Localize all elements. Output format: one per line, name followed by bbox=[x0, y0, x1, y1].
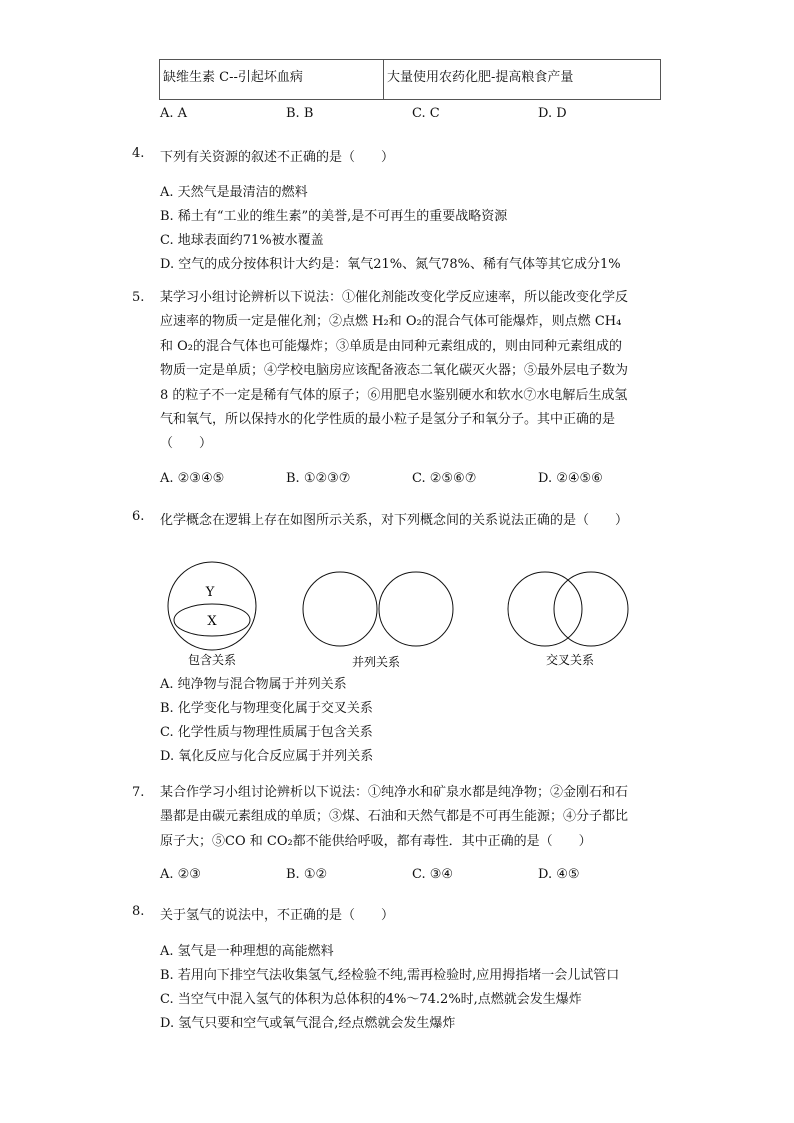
q5-option-d: D. ②④⑤⑥ bbox=[538, 471, 603, 486]
q7-number: 7. bbox=[132, 785, 145, 800]
q8-option-b: B. 若用向下排空气法收集氢气,经检验不纯,需再检验时,应用拇指堵一会儿试管口 bbox=[160, 968, 620, 983]
q7-option-d: D. ④⑤ bbox=[538, 867, 580, 882]
caption-contain: 包含关系 bbox=[187, 653, 237, 667]
q5-stem bbox=[160, 286, 665, 457]
q5-number: 5. bbox=[132, 290, 145, 305]
q7-option-b: B. ①② bbox=[286, 867, 328, 882]
q4-option-d: D. 空气的成分按体积计大约是：氧气21%、氮气78%、稀有气体等其它成分1% bbox=[160, 257, 621, 272]
q6-number: 6. bbox=[132, 509, 145, 524]
q5-line: 气和氧气，所以保持水的化学性质的最小粒子是氢分子和氧分子。其中正确的是 bbox=[160, 412, 616, 428]
caption-cross: 交叉关系 bbox=[545, 653, 595, 667]
q3-option-d: D. D bbox=[538, 106, 567, 121]
q6-option-a: A. 纯净物与混合物属于并列关系 bbox=[160, 677, 347, 692]
q6-stem: 化学概念在逻辑上存在如图所示关系，对下列概念间的关系说法正确的是（ ） bbox=[160, 513, 629, 528]
q6-option-b: B. 化学变化与物理变化属于交叉关系 bbox=[160, 701, 373, 716]
q8-option-c: C. 当空气中混入氢气的体积为总体积的4%～74.2%时,点燃就会发生爆炸 bbox=[160, 992, 582, 1007]
q4-option-b: B. 稀土有“工业的维生素”的美誉,是不可再生的重要战略资源 bbox=[160, 209, 508, 224]
q5-option-b: B. ①②③⑦ bbox=[286, 471, 351, 486]
q5-line: 物质一定是单质；④学校电脑房应该配备液态二氧化碳灭火器；⑤最外层电子数为 bbox=[160, 363, 629, 379]
q4-option-a: A. 天然气是最清洁的燃料 bbox=[160, 185, 308, 200]
q6-option-c: C. 化学性质与物理性质属于包含关系 bbox=[160, 725, 373, 740]
label-y: Y bbox=[205, 585, 215, 600]
q7-line: 原子大；⑤CO 和 CO₂都不能供给呼吸，都有毒性．其中正确的是（ ） bbox=[160, 833, 592, 849]
q5-line: 某学习小组讨论辨析以下说法：①催化剂能改变化学反应速率，所以能改变化学反 bbox=[160, 290, 629, 305]
q5-line: 8 的粒子不一定是稀有气体的原子；⑥用肥皂水鉴别硬水和软水⑦水电解后生成氢 bbox=[160, 387, 628, 403]
q7-stem bbox=[160, 781, 665, 854]
q6-option-d: D. 氧化反应与化合反应属于并列关系 bbox=[160, 749, 374, 764]
q5-line: （ ） bbox=[160, 436, 213, 452]
caption-parallel: 并列关系 bbox=[351, 655, 401, 669]
q4-stem: 下列有关资源的叙述不正确的是（ ） bbox=[160, 150, 395, 165]
answer-table bbox=[159, 59, 661, 100]
table-cell-left: 缺维生素 C--引起坏血病 bbox=[163, 70, 303, 85]
q8-stem: 关于氢气的说法中，不正确的是（ ） bbox=[160, 908, 395, 923]
q7-option-c: C. ③④ bbox=[412, 867, 454, 882]
q7-line: 墨都是由碳元素组成的单质；③煤、石油和天然气都是不可再生能源；④分子都比 bbox=[160, 809, 629, 825]
q5-line: 应速率的物质一定是催化剂；②点燃 H₂和 O₂的混合气体可能爆炸，则点燃 CH₄ bbox=[160, 314, 622, 330]
q4-number: 4. bbox=[132, 146, 145, 161]
q8-option-d: D. 氢气只要和空气或氧气混合,经点燃就会发生爆炸 bbox=[160, 1016, 456, 1031]
parallel-circle-left bbox=[303, 572, 377, 646]
q3-option-c: C. C bbox=[412, 106, 440, 121]
q5-option-c: C. ②⑤⑥⑦ bbox=[412, 471, 477, 486]
label-x: X bbox=[207, 614, 217, 629]
q8-number: 8. bbox=[132, 904, 145, 919]
q5-option-a: A. ②③④⑤ bbox=[160, 471, 225, 486]
q3-option-a: A. A bbox=[160, 106, 188, 121]
q7-option-a: A. ②③ bbox=[160, 867, 201, 882]
q5-line: 和 O₂的混合气体也可能爆炸；③单质是由同种元素组成的，则由同种元素组成的 bbox=[160, 338, 623, 354]
table-cell-right: 大量使用农药化肥-提高粮食产量 bbox=[387, 70, 574, 85]
q3-option-b: B. B bbox=[286, 106, 314, 121]
q8-option-a: A. 氢气是一种理想的高能燃料 bbox=[160, 944, 334, 959]
q7-line: 某合作学习小组讨论辨析以下说法：①纯净水和矿泉水都是纯净物；②金刚石和石 bbox=[160, 785, 629, 800]
outer-circle-y bbox=[168, 562, 256, 650]
parallel-circle-right bbox=[379, 572, 453, 646]
relation-diagram bbox=[160, 560, 640, 672]
cross-circle-left bbox=[508, 572, 582, 646]
q4-option-c: C. 地球表面约71%被水覆盖 bbox=[160, 233, 324, 248]
cross-circle-right bbox=[554, 572, 628, 646]
table-divider bbox=[383, 60, 384, 99]
